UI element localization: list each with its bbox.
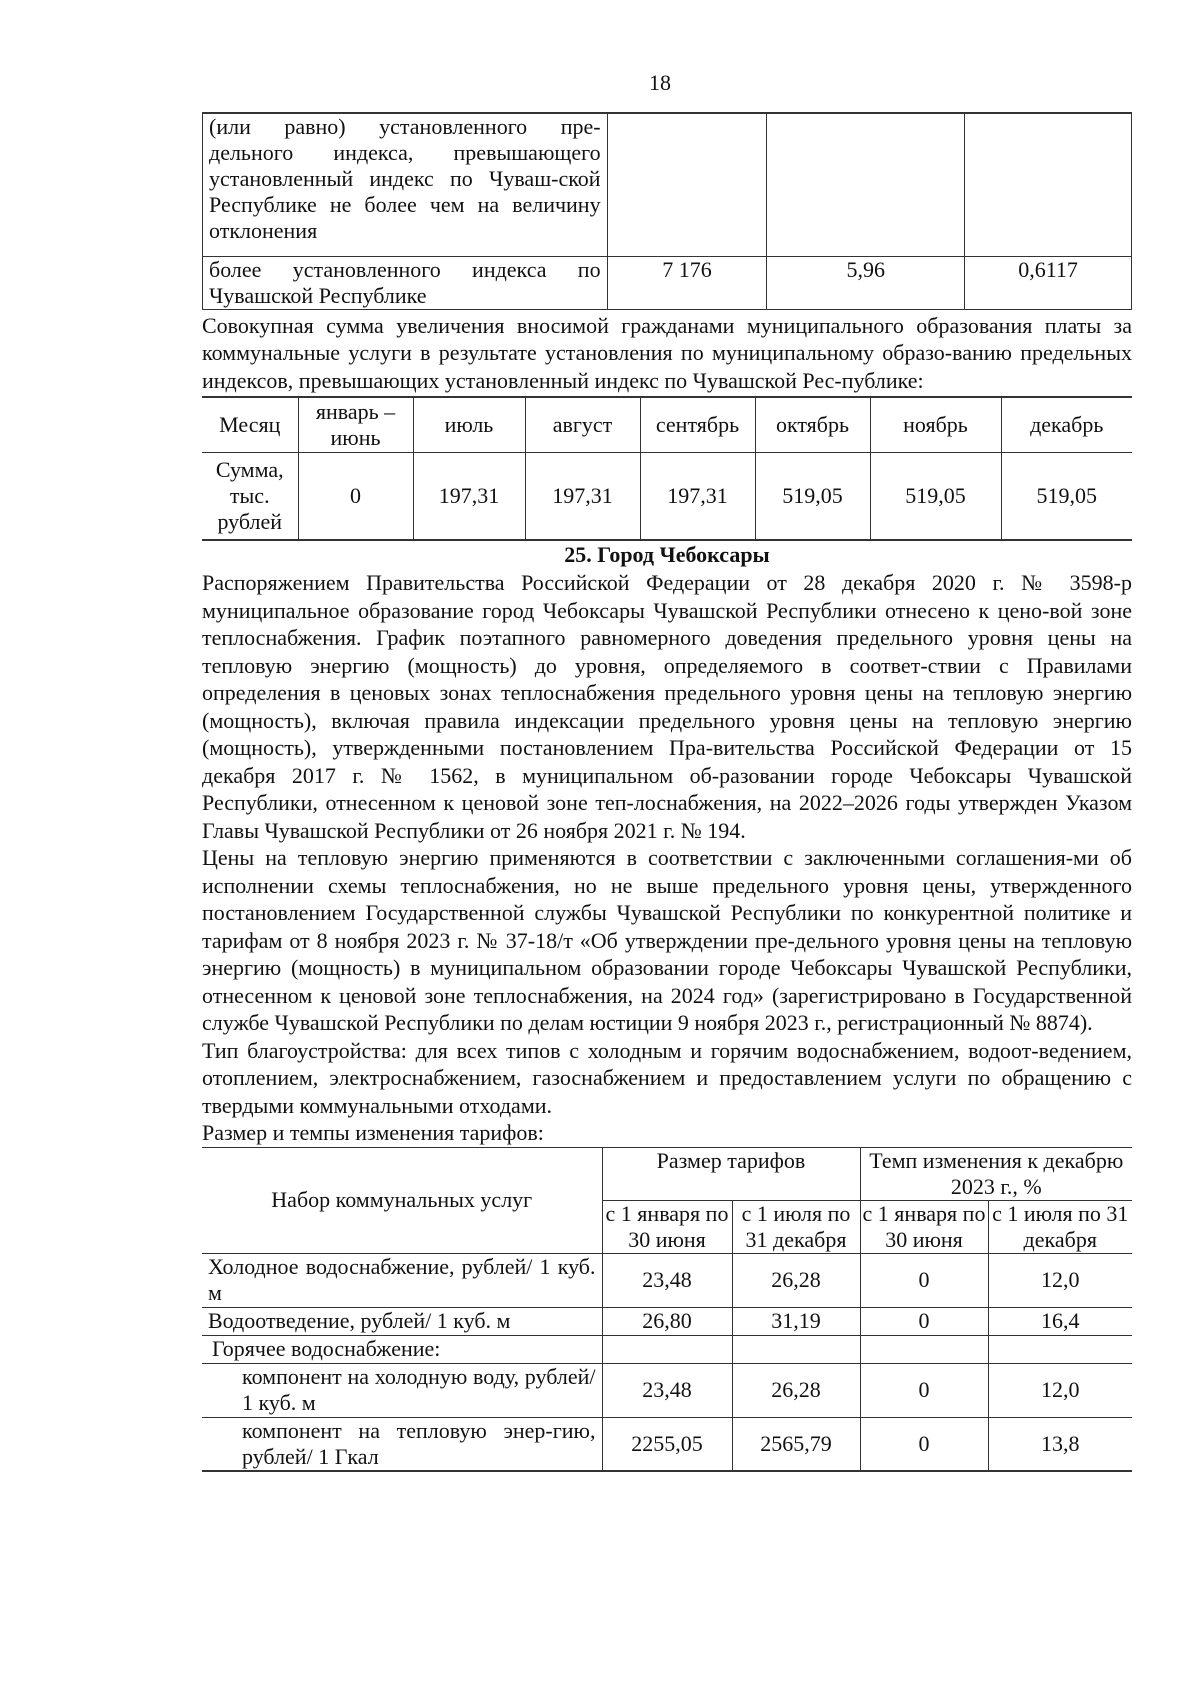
table-row: Водоотведение, рублей/ 1 куб. м 26,80 31,19 0 16,4 — [202, 1307, 1132, 1335]
region-share: 0,6117 — [965, 256, 1132, 309]
document-body — [202, 112, 1132, 1472]
table-row: Холодное водоснабжение, рублей/ 1 куб. м 23,48 26,28 0 12,0 — [202, 1253, 1132, 1307]
row-label: (или равно) установленного пре-дельного индекса, превышающего установленный индекс по Чуваш-ской Республике не более чем на величину отклонения — [203, 113, 608, 256]
paragraph-total: Совокупная сумма увеличения вносимой гражданами муниципального образования платы за коммунальные услуги в результате установления по муниципальному образо-ванию предельных индексов, превышающих установленный индекс по Чувашской Рес-публике: — [202, 312, 1132, 393]
paragraph-1: Распоряжением Правительства Российской Федерации от 28 декабря 2020 г. № 3598-р муниципальное образование город Чебоксары Чувашской Республики отнесено к цено-вой зоне теплоснабжения. График поэтапного равномерного доведения предельного уровня цены на тепловую энергию (мощность) до уровня, определяемого в соответ-ствии с Правилами определения в ценовых зонах теплоснабжения предельного уровня цены на тепловую энергию (мощность), включая правила индексации предельного уровня цены на тепловую энергию (мощность), утвержденными постановлением Пра-вительства Российской Федерации от 15 декабря 2017 г. № 1562, в муниципальном об-разовании городе Чебоксары Чувашской Республики, отнесенном к ценовой зоне теп-лоснабжения, на 2022–2026 годы утвержден Указом Главы Чувашской Республики от 26 ноября 2021 г. № 194. — [202, 570, 1132, 843]
paragraph-3: Тип благоустройства: для всех типов с холодным и горячим водоснабжением, водоот-ведением, отоплением, электроснабжением, газоснабжением и предоставлением услуги по обращению с твердыми коммунальными отходами. — [202, 1037, 1132, 1118]
table-row: компонент на холодную воду, рублей/ 1 куб. м 23,48 26,28 0 12,0 — [202, 1363, 1132, 1417]
paragraph-2: Цены на тепловую энергию применяются в соответствии с заключенными соглашения-ми об исполнении схемы теплоснабжения, но не выше предельного уровня цены, утвержденного постановлением Государственной службы Чувашской Республики по конкурентной политике и тарифам от 8 ноября 2023 г. № 37-18/т «Об утверждении пре-дельного уровня цены на тепловую энергию (мощность) в муниципальном образовании городе Чебоксары Чувашской Республики, отнесенном к ценовой зоне теплоснабжения, на 2024 год» (зарегистрировано в Государственной службе Чувашской Республики по делам юстиции 9 ноября 2023 г., регистрационный № 8874). — [202, 845, 1132, 1035]
section-title: 25. Город Чебоксары — [564, 542, 770, 567]
row-label: более установленного индекса по Чувашской Республике — [203, 256, 608, 309]
index-table — [202, 112, 1132, 310]
paragraph-4: Размер и темпы изменения тарифов: — [202, 1120, 544, 1145]
tariff-table — [202, 1147, 1132, 1473]
households-count: 7 176 — [607, 256, 767, 309]
table-header-row: с 1 января по 30 июня с 1 июля по 31 декабря с 1 января по 30 июня с 1 июля по 31 декабря — [202, 1200, 1132, 1253]
table-row — [203, 113, 1132, 256]
population-share: 5,96 — [767, 256, 965, 309]
table-row: Горячее водоснабжение: — [202, 1335, 1132, 1363]
table-row — [203, 256, 1132, 309]
table-header-row: Месяц январь – июнь июль август сентябрь октябрь ноябрь декабрь — [202, 397, 1132, 453]
table-header-row: Набор коммунальных услуг Размер тарифов Темп изменения к декабрю 2023 г., % — [202, 1147, 1132, 1200]
page-number: 18 — [649, 70, 671, 95]
monthly-sum-table — [202, 396, 1132, 541]
table-row: Сумма, тыс. рублей 0 197,31 197,31 197,31 519,05 519,05 519,05 — [202, 453, 1132, 541]
table-row: компонент на тепловую энер-гию, рублей/ 1 Гкал 2255,05 2565,79 0 13,8 — [202, 1417, 1132, 1471]
